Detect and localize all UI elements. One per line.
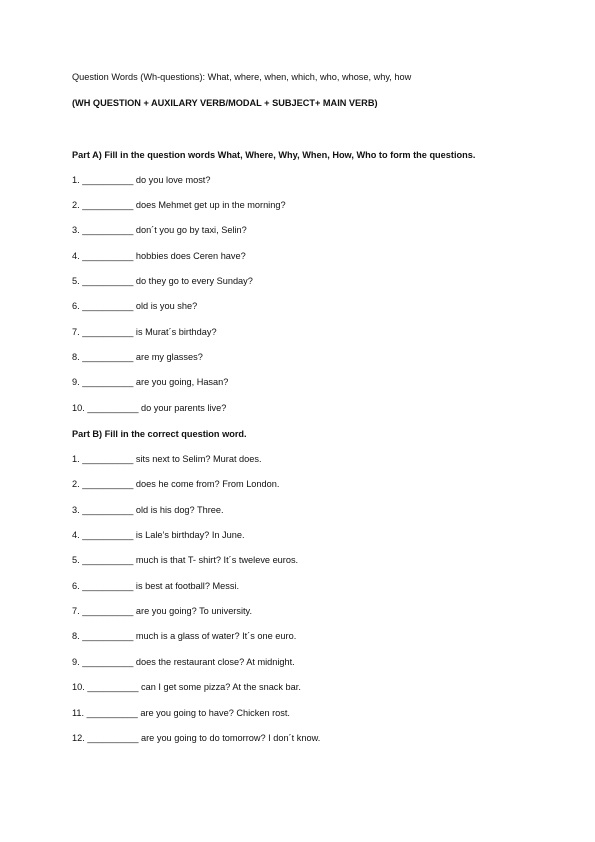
item-text: is Murat´s birthday? (135, 327, 217, 337)
item-text: is Lale’s birthday? In June. (135, 530, 245, 540)
item-number: 1. (72, 175, 80, 185)
part-b-heading: Part B) Fill in the correct question word. (72, 429, 247, 439)
answer-blank: __________ (82, 454, 134, 464)
list-item (72, 555, 298, 566)
list-item (72, 327, 217, 338)
answer-blank: __________ (82, 555, 134, 565)
intro-line: Question Words (Wh-questions): What, where, when, which, who, whose, why, how (72, 72, 412, 82)
item-number: 10. (72, 682, 85, 692)
list-item (72, 175, 210, 186)
item-text: are you going, Hasan? (135, 377, 229, 387)
item-number: 8. (72, 352, 80, 362)
answer-blank: __________ (82, 606, 134, 616)
list-item (72, 301, 197, 312)
item-text: do your parents live? (141, 403, 227, 413)
item-text: are you going? To university. (135, 606, 253, 616)
list-item (72, 454, 262, 465)
list-item (72, 251, 246, 262)
item-text: don´t you go by taxi, Selin? (135, 225, 247, 235)
list-item (72, 606, 252, 617)
item-number: 4. (72, 530, 80, 540)
formula-line: (WH QUESTION + AUXILARY VERB/MODAL + SUBJECT+ MAIN VERB) (72, 98, 378, 108)
list-item (72, 352, 203, 363)
item-text: sits next to Selim? Murat does. (135, 454, 262, 464)
item-text: hobbies does Ceren have? (135, 251, 246, 261)
answer-blank: __________ (82, 530, 134, 540)
item-text: are you going to have? Chicken rost. (140, 708, 290, 718)
item-number: 2. (72, 200, 80, 210)
item-number: 12. (72, 733, 85, 743)
item-number: 11. (72, 708, 85, 718)
item-number: 8. (72, 631, 80, 641)
list-item (72, 657, 295, 668)
answer-blank: __________ (87, 733, 139, 743)
list-item (72, 276, 253, 287)
item-number: 1. (72, 454, 80, 464)
item-text: do you love most? (135, 175, 211, 185)
list-item (72, 733, 320, 744)
item-number: 2. (72, 479, 80, 489)
item-number: 4. (72, 251, 80, 261)
answer-blank: __________ (87, 682, 139, 692)
item-number: 7. (72, 606, 80, 616)
item-number: 6. (72, 301, 80, 311)
item-text: can I get some pizza? At the snack bar. (141, 682, 301, 692)
item-number: 6. (72, 581, 80, 591)
answer-blank: __________ (82, 327, 134, 337)
item-text: is best at football? Messi. (135, 581, 240, 591)
item-text: much is a glass of water? It´s one euro. (135, 631, 297, 641)
answer-blank: __________ (82, 581, 134, 591)
item-text: do they go to every Sunday? (135, 276, 253, 286)
item-text: does he come from? From London. (135, 479, 280, 489)
list-item (72, 403, 226, 414)
list-item (72, 530, 245, 541)
answer-blank: __________ (82, 377, 134, 387)
item-number: 3. (72, 225, 80, 235)
answer-blank: __________ (82, 301, 134, 311)
item-number: 7. (72, 327, 80, 337)
item-number: 5. (72, 555, 80, 565)
item-number: 9. (72, 377, 80, 387)
answer-blank: __________ (86, 708, 138, 718)
list-item (72, 377, 228, 388)
list-item (72, 225, 247, 236)
list-item (72, 505, 224, 516)
answer-blank: __________ (82, 225, 134, 235)
item-number: 10. (72, 403, 85, 413)
list-item (72, 708, 290, 719)
item-text: does Mehmet get up in the morning? (135, 200, 286, 210)
answer-blank: __________ (82, 631, 134, 641)
item-text: old is his dog? Three. (135, 505, 224, 515)
answer-blank: __________ (82, 479, 134, 489)
list-item (72, 631, 296, 642)
answer-blank: __________ (82, 251, 134, 261)
answer-blank: __________ (82, 352, 134, 362)
item-text: are you going to do tomorrow? I don´t know. (141, 733, 321, 743)
item-text: are my glasses? (135, 352, 203, 362)
list-item (72, 581, 239, 592)
item-text: does the restaurant close? At midnight. (135, 657, 295, 667)
part-a-heading: Part A) Fill in the question words What, Where, Why, When, How, Who to form the questions. (72, 150, 476, 160)
item-number: 3. (72, 505, 80, 515)
answer-blank: __________ (82, 505, 134, 515)
answer-blank: __________ (82, 657, 134, 667)
item-text: much is that T- shirt? It´s tweleve euros. (135, 555, 299, 565)
answer-blank: __________ (82, 175, 134, 185)
item-number: 5. (72, 276, 80, 286)
item-text: old is you she? (135, 301, 198, 311)
item-number: 9. (72, 657, 80, 667)
list-item (72, 479, 279, 490)
answer-blank: __________ (82, 276, 134, 286)
list-item (72, 200, 286, 211)
answer-blank: __________ (87, 403, 139, 413)
list-item (72, 682, 301, 693)
answer-blank: __________ (82, 200, 134, 210)
